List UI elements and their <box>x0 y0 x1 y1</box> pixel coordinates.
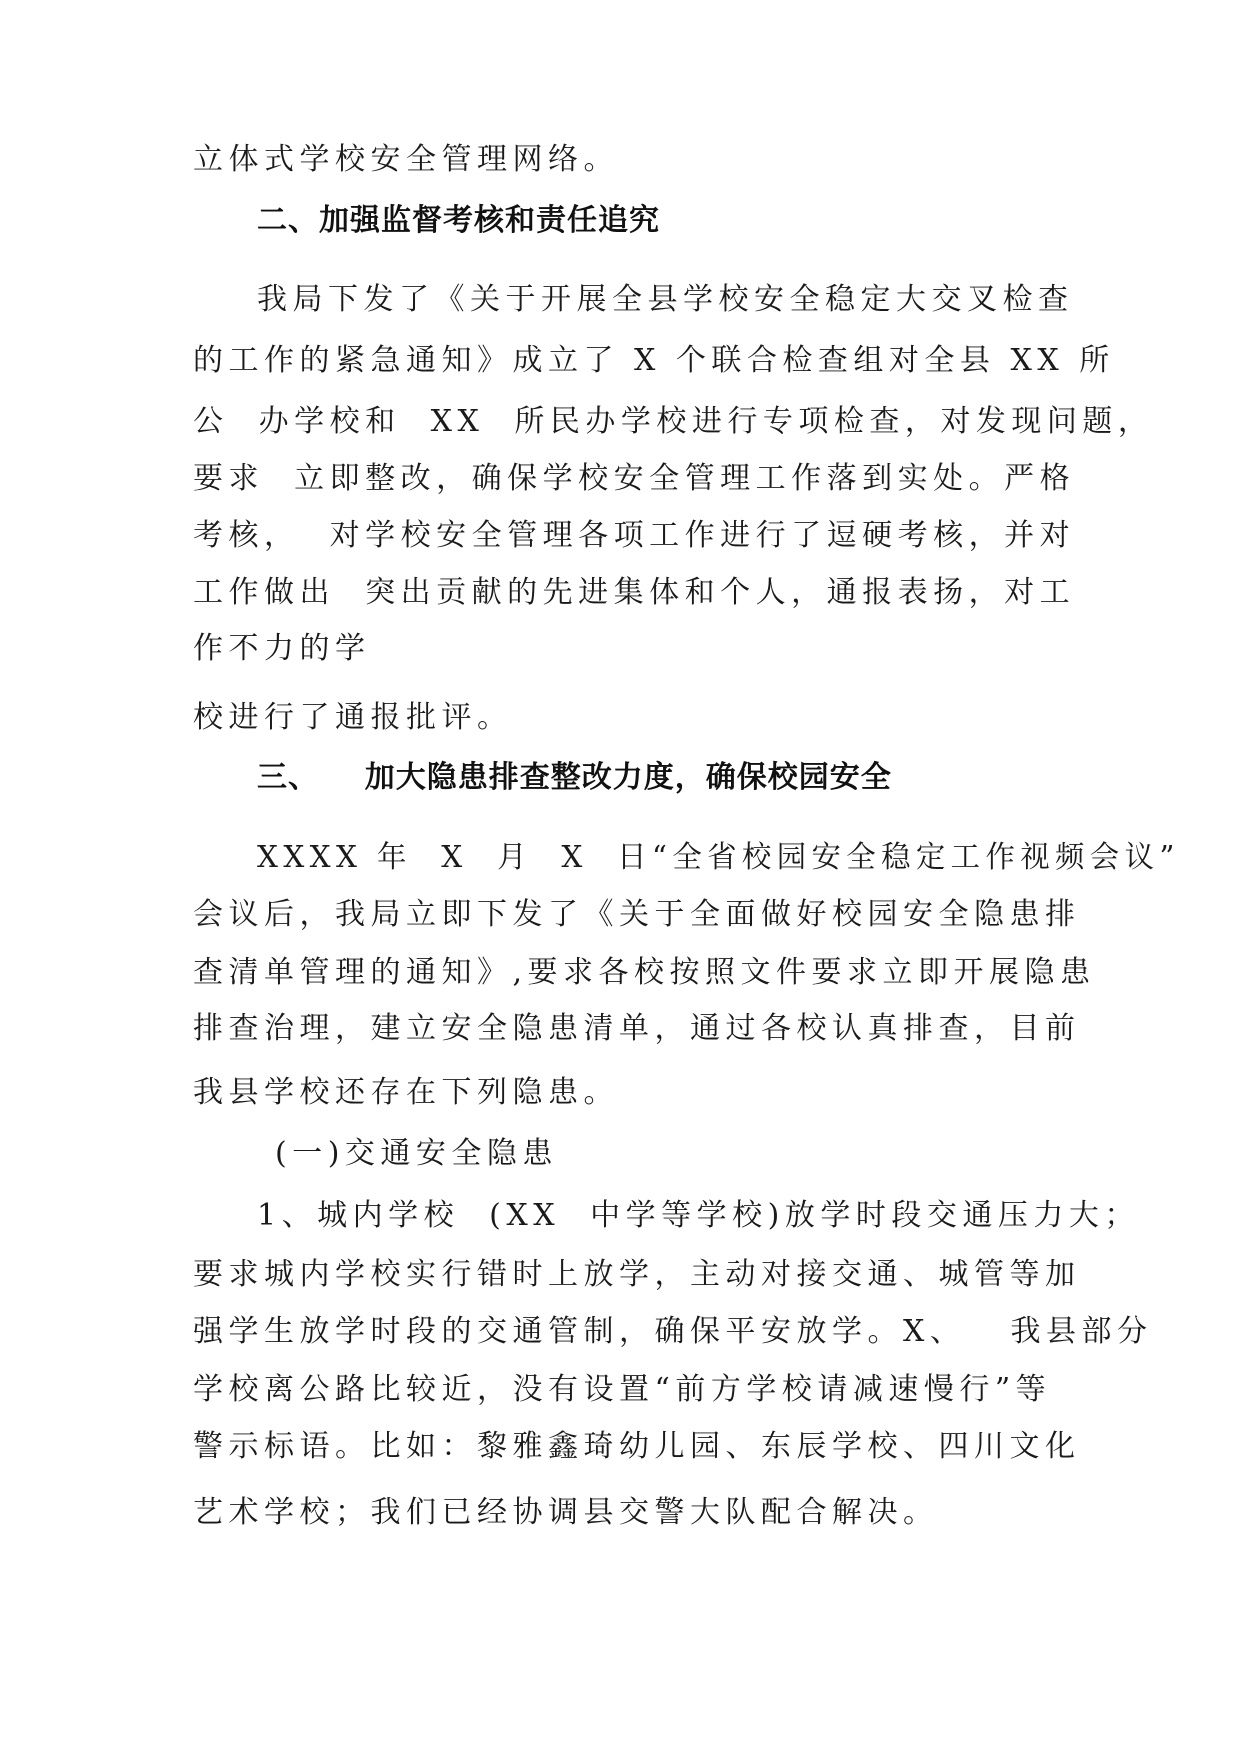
paragraph-line: 强学生放学时段的交通管制，确保平安放学。X、 我县部分 <box>193 1314 1153 1349</box>
paragraph-line: 艺术学校；我们已经协调县交警大队配合解决。 <box>193 1495 939 1530</box>
paragraph-line: 我县学校还存在下列隐患。 <box>193 1075 619 1110</box>
paragraph-line: 校进行了通报批评。 <box>193 700 513 735</box>
paragraph-line: 的工作的紧急通知》成立了 X 个联合检查组对全县 XX 所 <box>193 343 1115 378</box>
subsection-heading: (一)交通安全隐患 <box>275 1136 558 1171</box>
paragraph-line: 工作做出 突出贡献的先进集体和个人，通报表扬，对工 <box>193 575 1076 610</box>
paragraph-line: 考核， 对学校安全管理各项工作进行了逗硬考核，并对 <box>193 518 1076 553</box>
paragraph-line: 1、城内学校 (XX 中学等学校)放学时段交通压力大； <box>257 1198 1140 1233</box>
paragraph-line: 要求 立即整改，确保学校安全管理工作落到实处。严格 <box>193 461 1076 496</box>
section-heading-2: 二、加强监督考核和责任追究 <box>257 203 660 238</box>
paragraph-line: 学校离公路比较近，没有设置“前方学校请减速慢行”等 <box>193 1372 1052 1407</box>
paragraph-line: 公 办学校和 XX 所民办学校进行专项检查，对发现问题， <box>193 404 1154 439</box>
paragraph-line: 会议后，我局立即下发了《关于全面做好校园安全隐患排 <box>193 897 1081 932</box>
paragraph-line: 我局下发了《关于开展全县学校安全稳定大交叉检查 <box>257 282 1074 317</box>
paragraph-line: 作不力的学 <box>193 631 371 666</box>
paragraph-line: 警示标语。比如：黎雅鑫琦幼儿园、东辰学校、四川文化 <box>193 1429 1081 1464</box>
paragraph-line: 立体式学校安全管理网络。 <box>193 142 619 177</box>
paragraph-line: 查清单管理的通知》,要求各校按照文件要求立即开展隐患 <box>193 955 1096 990</box>
paragraph-line: 要求城内学校实行错时上放学，主动对接交通、城管等加 <box>193 1257 1081 1292</box>
section-heading-3: 三、 加大隐患排查整改力度，确保校园安全 <box>257 760 892 795</box>
paragraph-line: 排查治理，建立安全隐患清单，通过各校认真排查，目前 <box>193 1011 1081 1046</box>
paragraph-line: XXXX 年 X 月 X 日“全省校园安全稳定工作视频会议” <box>257 840 1180 875</box>
